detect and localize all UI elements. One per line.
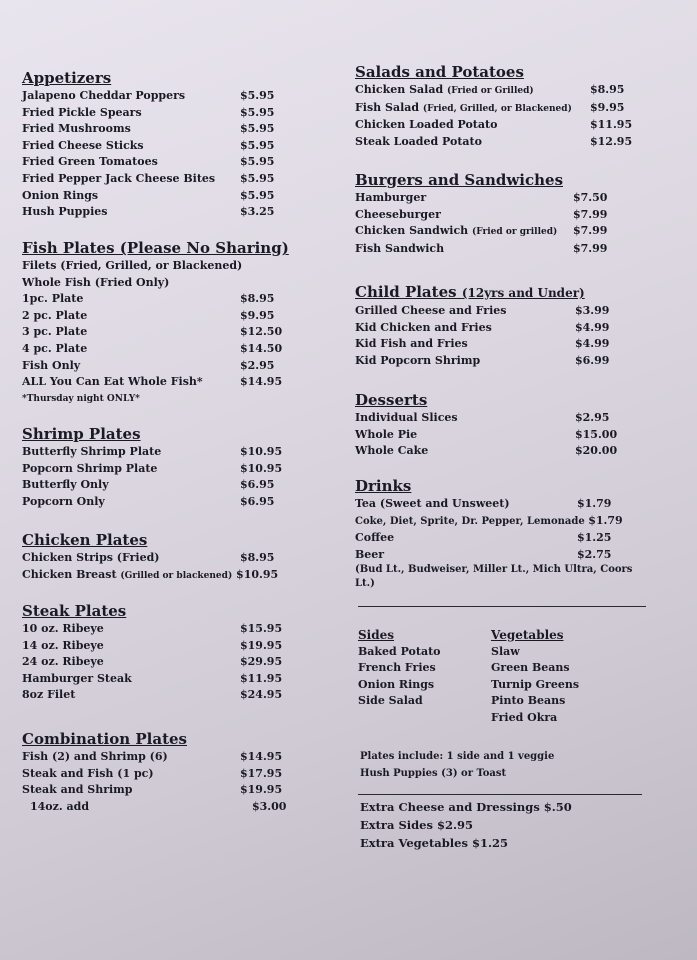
menu-item <box>355 207 655 224</box>
item-name: 24 oz. Ribeye <box>22 655 104 669</box>
menu-item <box>22 358 322 375</box>
burgers-heading: Burgers and Sandwiches <box>355 171 564 189</box>
item-name: Steak and Fish (1 pc) <box>22 766 154 780</box>
fish-plates-heading: Fish Plates (Please No Sharing) <box>22 239 289 257</box>
menu-item <box>22 171 322 188</box>
item-name: Fried Pepper Jack Cheese Bites <box>22 171 216 185</box>
item-price: $2.75 <box>577 547 612 561</box>
combination-plates-heading: Combination Plates <box>22 730 187 748</box>
item-name: Coke, Diet, Sprite, Dr. Pepper, Lemonade <box>355 515 585 527</box>
item-name: Hush Puppies <box>22 205 108 219</box>
menu-item <box>22 550 322 567</box>
vegetable-item: Slaw <box>491 644 520 658</box>
item-name: 2 pc. Plate <box>22 308 88 322</box>
item-price: $29.95 <box>240 655 283 669</box>
menu-item <box>22 105 322 122</box>
menu-item <box>22 324 322 341</box>
item-price: $12.95 <box>590 134 633 148</box>
divider <box>358 794 642 795</box>
left-column <box>22 70 322 817</box>
item-price: $10.95 <box>236 567 279 581</box>
menu-item <box>355 190 655 207</box>
item-sub: (Fried, Grilled, or Blackened) <box>422 103 572 114</box>
item-name: Steak Loaded Potato <box>355 134 482 148</box>
item-price: $7.99 <box>573 241 608 255</box>
item-name: Tea (Sweet and Unsweet) <box>355 497 510 510</box>
chicken-plates-section <box>22 532 322 584</box>
item-name: Chicken Strips (Fried) <box>22 551 160 564</box>
item-name: Butterfly Only <box>22 478 109 492</box>
menu-item <box>22 291 322 308</box>
item-name: Butterfly Shrimp Plate <box>22 445 162 458</box>
menu-item <box>355 427 655 444</box>
item-price: $11.95 <box>240 671 283 685</box>
fish-plates-section <box>22 240 322 422</box>
item-price: $5.95 <box>240 89 275 102</box>
item-price: $11.95 <box>590 118 633 132</box>
menu-item <box>355 134 655 151</box>
menu-item <box>355 410 655 427</box>
plates-include-note <box>360 749 554 782</box>
item-price: $9.95 <box>240 308 275 322</box>
item-name: Steak and Shrimp <box>22 783 133 797</box>
item-name: Kid Popcorn Shrimp <box>355 353 481 367</box>
menu-item <box>22 494 322 511</box>
menu-item <box>355 223 655 241</box>
item-price: $9.95 <box>590 100 625 114</box>
item-price: $1.79 <box>577 497 612 510</box>
plates-include-line1: Plates include: 1 side and 1 veggie <box>360 751 555 762</box>
item-name: 10 oz. Ribeye <box>22 622 104 635</box>
steak-plates-heading: Steak Plates <box>22 602 127 620</box>
menu-item <box>22 88 322 105</box>
item-price: $24.95 <box>240 688 283 702</box>
menu-item <box>22 799 322 816</box>
desserts-section <box>355 392 655 462</box>
item-price: $19.95 <box>240 783 283 797</box>
menu-item <box>22 654 322 671</box>
shrimp-plates-section <box>22 426 322 514</box>
item-price: $5.95 <box>240 138 275 152</box>
item-sub: (Fried or Grilled) <box>447 86 534 96</box>
item-name: Chicken Salad <box>355 83 444 96</box>
item-price: $2.95 <box>575 411 610 424</box>
item-price: $5.95 <box>240 171 275 185</box>
sides-column <box>358 627 441 710</box>
item-price: $15.95 <box>240 622 283 635</box>
plates-include-line2: Hush Puppies (3) or Toast <box>360 767 507 779</box>
divider <box>358 606 646 607</box>
item-name: Whole Cake <box>355 444 429 458</box>
menu-item <box>22 444 322 461</box>
appetizers-section <box>22 70 322 228</box>
item-name: Grilled Cheese and Fries <box>355 304 507 317</box>
item-price: $6.95 <box>240 478 275 492</box>
item-price: $4.99 <box>575 320 610 334</box>
item-name: Beer <box>355 547 385 561</box>
item-price: $7.99 <box>573 207 608 221</box>
side-item: Baked Potato <box>358 644 441 658</box>
menu-item <box>22 461 322 478</box>
child-plates-heading <box>355 284 655 302</box>
item-name: Chicken Sandwich <box>355 224 469 238</box>
item-price: $12.50 <box>240 325 283 339</box>
menu-item <box>22 782 322 799</box>
menu-item <box>22 638 322 655</box>
item-name: 14oz. add <box>30 799 90 813</box>
salads-heading: Salads and Potatoes <box>355 63 524 81</box>
item-price: $7.99 <box>573 224 608 238</box>
menu-item <box>22 749 322 766</box>
extras-line1: Extra Cheese and Dressings $.50 <box>360 800 572 814</box>
item-name: Popcorn Shrimp Plate <box>22 461 158 475</box>
menu-item <box>355 82 655 100</box>
menu-item <box>22 567 322 585</box>
vegetables-column <box>491 627 579 727</box>
fish-intro-filets: Filets (Fried, Grilled, or Blackened) <box>22 259 243 272</box>
side-item: French Fries <box>358 661 436 675</box>
menu-item <box>22 154 322 171</box>
extras-line2: Extra Sides $2.95 <box>360 818 473 832</box>
fish-intro-whole: Whole Fish (Fried Only) <box>22 275 170 289</box>
item-name: 14 oz. Ribeye <box>22 638 104 652</box>
item-name: Individual Slices <box>355 411 458 424</box>
menu-item <box>22 138 322 155</box>
item-sub: (Fried or grilled) <box>472 227 558 238</box>
menu-item <box>355 496 655 513</box>
vegetable-item: Green Beans <box>491 661 570 675</box>
item-price: $17.95 <box>240 766 283 780</box>
burgers-section <box>355 172 655 268</box>
item-price: $5.95 <box>240 105 275 119</box>
item-name: Fried Pickle Spears <box>22 105 142 119</box>
item-name: 8oz Filet <box>22 688 76 702</box>
item-sub: (Grilled or blackened) <box>120 570 233 581</box>
chicken-plates-heading: Chicken Plates <box>22 531 148 549</box>
menu-item <box>355 117 655 134</box>
menu-item <box>22 308 322 325</box>
item-name: Fish Only <box>22 358 81 372</box>
item-price: $3.00 <box>252 799 287 813</box>
item-name: Cheeseburger <box>355 207 441 221</box>
item-price: $3.25 <box>240 205 275 219</box>
menu-item <box>355 547 655 564</box>
thursday-note: *Thursday night ONLY* <box>22 393 140 404</box>
menu-item <box>22 621 322 638</box>
item-name: Popcorn Only <box>22 494 105 508</box>
menu-item <box>355 100 655 118</box>
child-plates-title: Child Plates <box>355 283 457 301</box>
item-price: $8.95 <box>590 83 625 96</box>
menu-item <box>22 341 322 358</box>
appetizers-heading: Appetizers <box>22 69 112 87</box>
item-name: ALL You Can Eat Whole Fish* <box>22 375 203 389</box>
menu-item <box>355 320 655 337</box>
menu-item <box>22 204 322 221</box>
item-name: Coffee <box>355 531 395 545</box>
shrimp-plates-heading: Shrimp Plates <box>22 425 141 443</box>
side-item: Side Salad <box>358 694 423 708</box>
side-item: Onion Rings <box>358 677 435 691</box>
child-plates-section <box>355 284 655 372</box>
item-price: $7.50 <box>573 191 608 204</box>
item-price: $15.00 <box>575 427 618 441</box>
item-price: $3.99 <box>575 304 610 317</box>
desserts-heading: Desserts <box>355 391 428 409</box>
beer-note: (Bud Lt., Budweiser, Miller Lt., Mich Ultra, Coors <box>355 564 633 576</box>
beer-note-end: Lt.) <box>355 578 375 590</box>
item-name: Hamburger <box>355 191 427 204</box>
item-price: $6.99 <box>575 353 610 367</box>
vegetables-heading: Vegetables <box>491 628 564 642</box>
right-column <box>355 64 655 608</box>
menu-item <box>355 336 655 353</box>
item-name: Hamburger Steak <box>22 671 132 685</box>
item-price: $10.95 <box>240 461 283 475</box>
drinks-heading: Drinks <box>355 477 412 495</box>
item-name: Chicken Breast <box>22 567 117 581</box>
item-price: $1.25 <box>577 531 612 545</box>
extras-section <box>360 798 572 852</box>
item-name: 3 pc. Plate <box>22 325 88 339</box>
steak-plates-section <box>22 603 322 705</box>
item-name: Kid Chicken and Fries <box>355 320 492 334</box>
child-plates-age: (12yrs and Under) <box>461 286 585 300</box>
item-name: Onion Rings <box>22 188 99 202</box>
item-name: 4 pc. Plate <box>22 341 88 355</box>
item-name: Fried Green Tomatoes <box>22 155 158 169</box>
menu-item <box>22 477 322 494</box>
menu-item <box>22 374 322 391</box>
menu-item <box>22 687 322 704</box>
vegetable-item: Turnip Greens <box>491 677 580 691</box>
item-price: $5.95 <box>240 155 275 169</box>
item-name: Jalapeno Cheddar Poppers <box>22 89 186 102</box>
item-name: Whole Pie <box>355 427 418 441</box>
item-price: $6.95 <box>240 494 275 508</box>
item-price: $5.95 <box>240 122 275 136</box>
item-name: Fish (2) and Shrimp (6) <box>22 750 168 763</box>
vegetable-item: Fried Okra <box>491 710 558 724</box>
menu-item <box>355 241 655 258</box>
extras-line3: Extra Vegetables $1.25 <box>360 836 508 850</box>
sides-heading: Sides <box>358 628 395 642</box>
vegetable-item: Pinto Beans <box>491 694 566 708</box>
item-name: Kid Fish and Fries <box>355 337 468 351</box>
item-price: $20.00 <box>575 444 618 458</box>
menu-item <box>355 513 655 531</box>
item-price: $14.95 <box>240 750 283 763</box>
item-name: Chicken Loaded Potato <box>355 118 498 132</box>
combination-plates-section <box>22 731 322 817</box>
menu-item <box>355 443 655 460</box>
item-price: $14.95 <box>240 375 283 389</box>
item-price: $10.95 <box>240 445 283 458</box>
item-price: $4.99 <box>575 337 610 351</box>
salads-section <box>355 64 655 160</box>
item-price: $8.95 <box>240 551 275 564</box>
item-name: Fish Salad <box>355 100 420 114</box>
item-price: $1.79 <box>588 513 623 527</box>
item-name: Fish Sandwich <box>355 241 445 255</box>
item-price: $14.50 <box>240 341 283 355</box>
item-name: Fried Mushrooms <box>22 122 131 136</box>
menu-item <box>22 671 322 688</box>
drinks-section <box>355 478 655 608</box>
item-name: Fried Cheese Sticks <box>22 138 144 152</box>
item-name: 1pc. Plate <box>22 292 84 306</box>
menu-item <box>22 766 322 783</box>
item-price: $19.95 <box>240 638 283 652</box>
item-price: $5.95 <box>240 188 275 202</box>
menu-item <box>22 121 322 138</box>
item-price: $2.95 <box>240 358 275 372</box>
item-price: $8.95 <box>240 292 275 306</box>
menu-item <box>355 353 655 370</box>
menu-item <box>22 188 322 205</box>
menu-item <box>355 303 655 320</box>
menu-item <box>355 530 655 547</box>
